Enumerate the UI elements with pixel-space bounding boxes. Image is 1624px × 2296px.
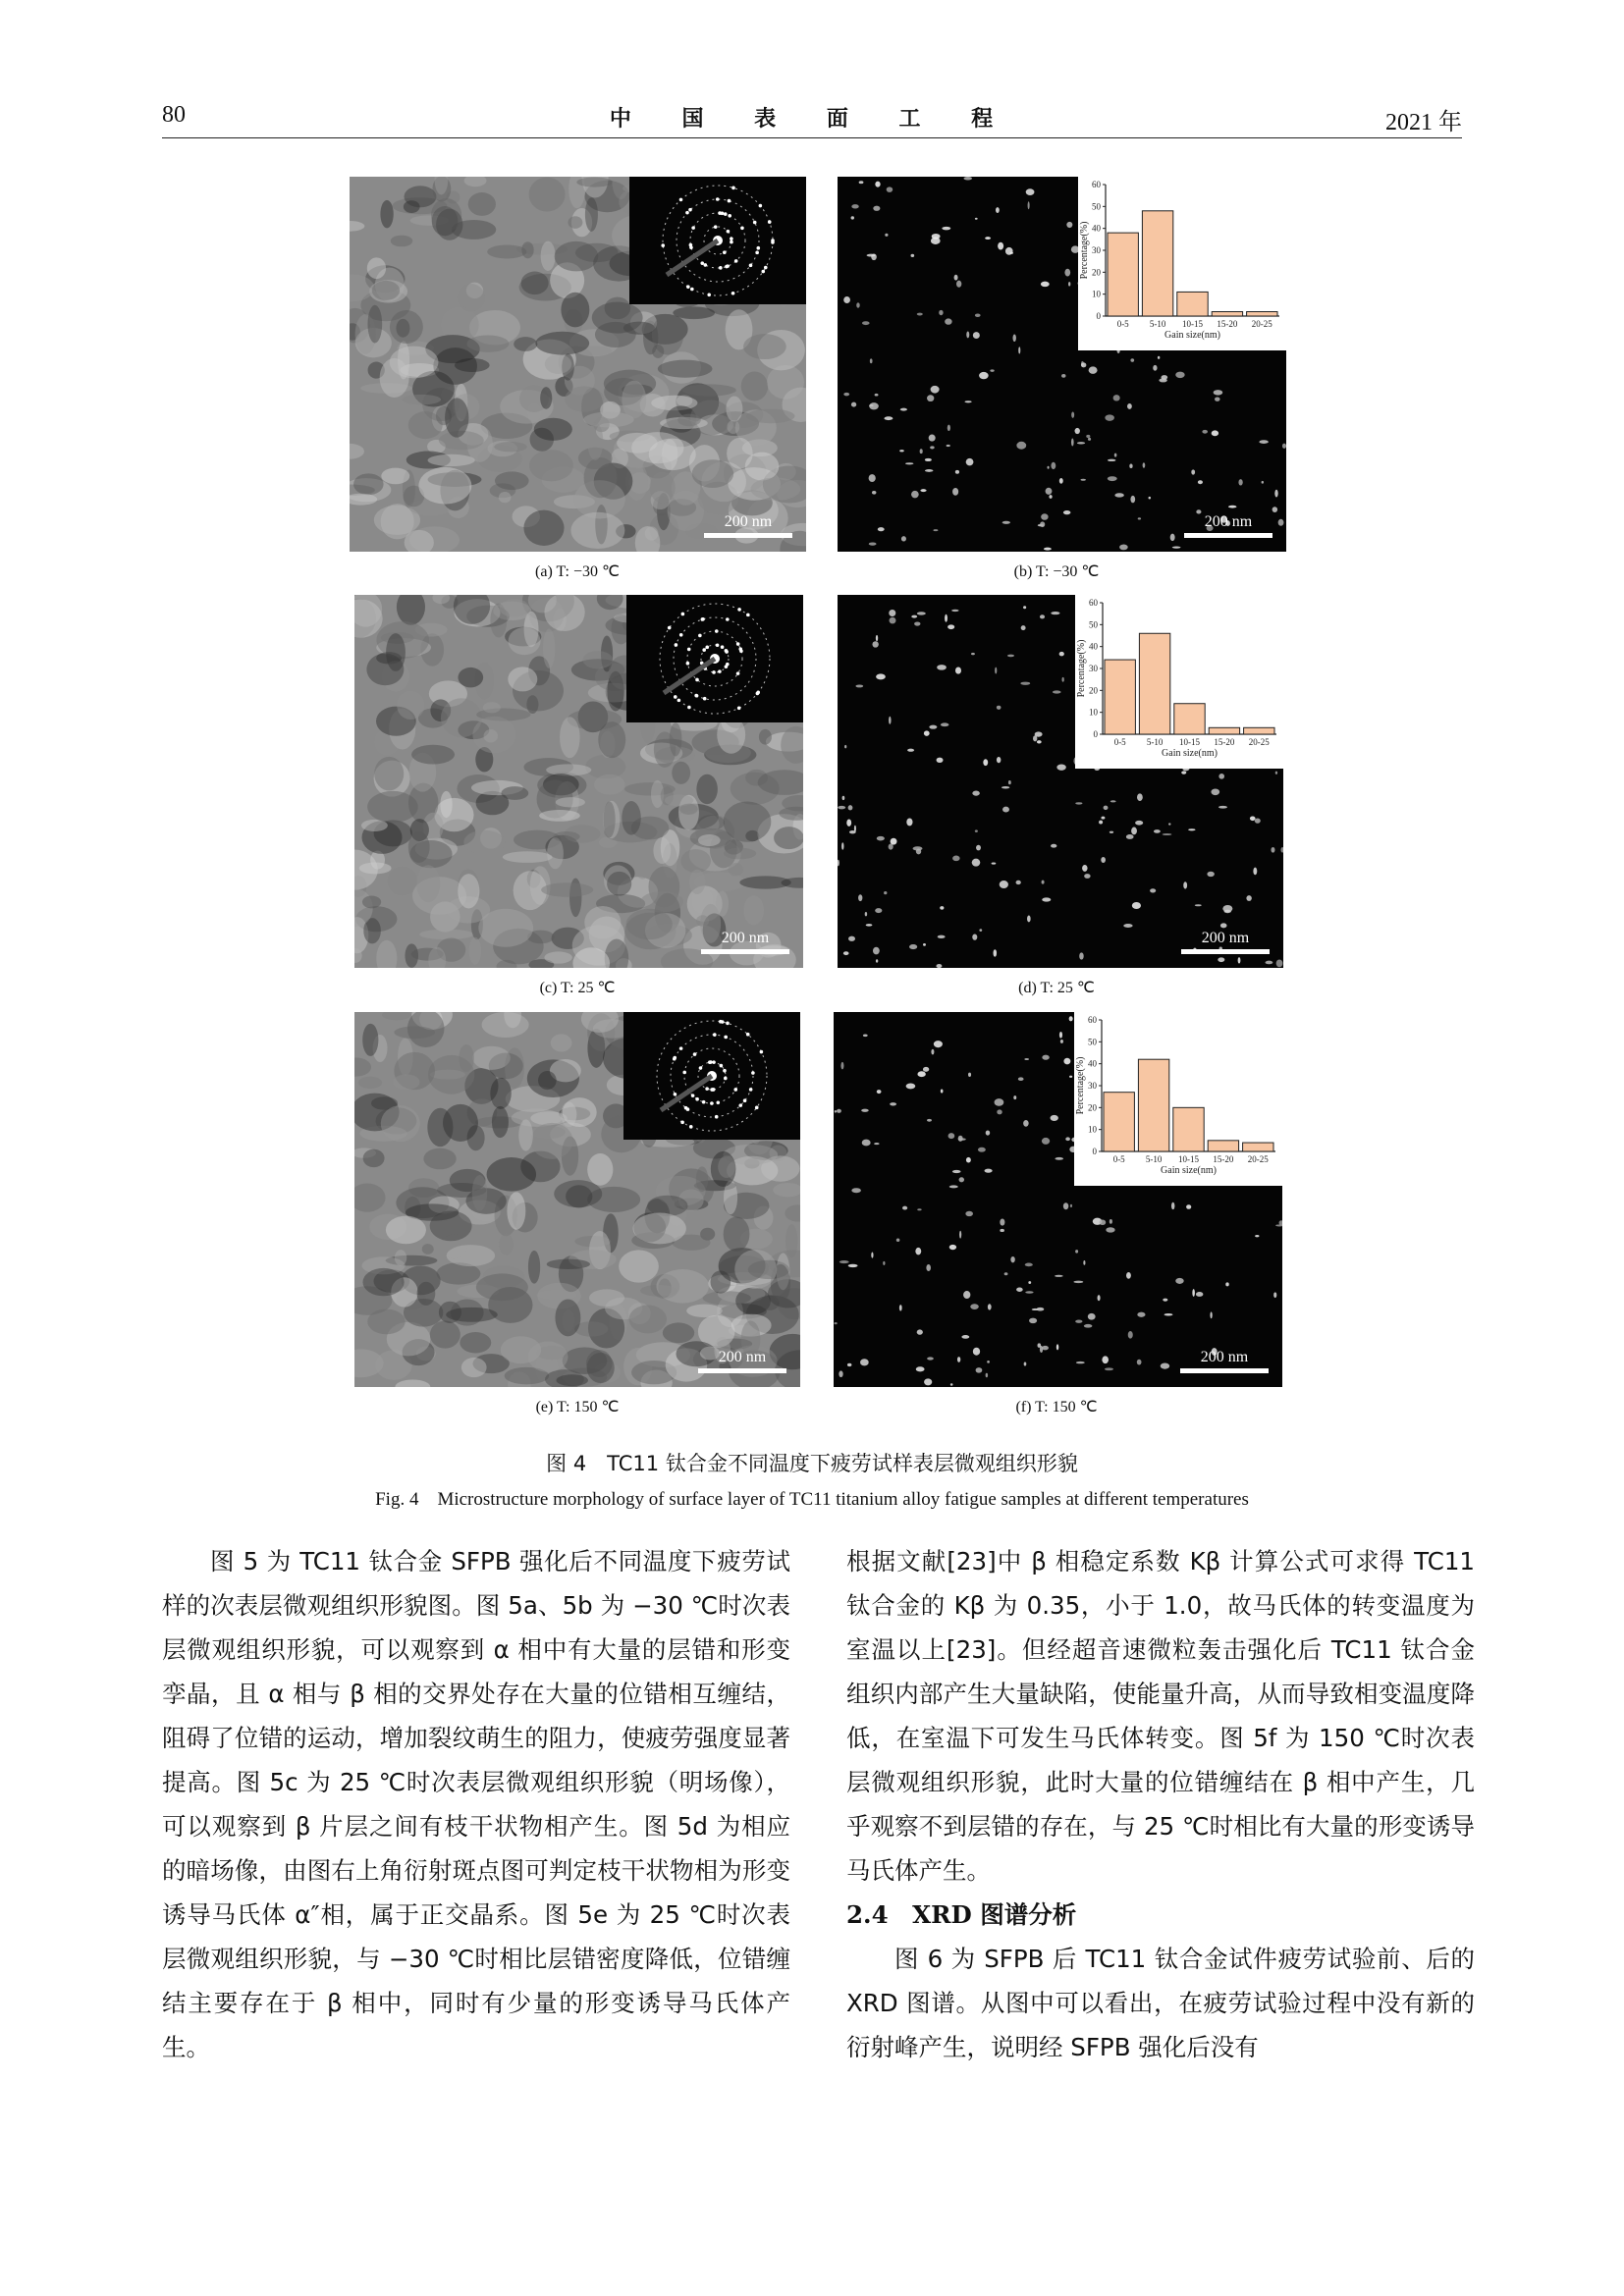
scale-bar-label: 200 nm [724, 513, 773, 530]
scale-bar-line [1180, 1368, 1269, 1373]
histogram-bar [1108, 233, 1138, 316]
histogram-bar [1244, 727, 1274, 734]
panel-a-bright-field [350, 177, 806, 552]
x-tick-label: 10-15 [1179, 737, 1200, 747]
panel-d-dark-field [838, 595, 1283, 968]
x-tick-label: 20-25 [1251, 319, 1272, 329]
x-tick-label: 0-5 [1113, 737, 1126, 747]
histogram-bar [1212, 312, 1242, 316]
scale-bar [704, 513, 792, 538]
y-tick-label: 40 [1089, 641, 1098, 652]
y-tick-label: 60 [1092, 180, 1101, 189]
y-tick-label: 0 [1096, 311, 1101, 321]
page-header [162, 98, 1462, 138]
caption-e: (e) T: 150 ℃ [535, 1399, 620, 1415]
x-tick-label: 15-20 [1214, 737, 1235, 747]
panel-e-bright-field [354, 1012, 800, 1387]
y-tick-label: 30 [1092, 245, 1101, 255]
x-axis-label: Gain size(nm) [1161, 1165, 1217, 1176]
histogram-bar [1247, 312, 1277, 316]
y-axis-label: Percentage(%) [1075, 1056, 1086, 1115]
scale-bar-line [1181, 949, 1270, 954]
publication-year: 2021 年 [1385, 110, 1462, 135]
scale-bar [1181, 930, 1270, 954]
x-tick-label: 15-20 [1217, 319, 1238, 329]
figure-caption-chinese: 图 4 TC11 钛合金不同温度下疲劳试样表层微观组织形貌 [546, 1452, 1078, 1475]
diffraction-pattern-inset [629, 177, 806, 304]
x-axis-label: Gain size(nm) [1162, 748, 1218, 759]
y-axis-label: Percentage(%) [1076, 639, 1087, 698]
body-column-right [846, 1539, 1475, 2069]
x-tick-label: 5-10 [1145, 1154, 1163, 1164]
histogram-bar [1139, 633, 1169, 734]
figure-caption-english: Fig. 4 Microstructure morphology of surface layer of TC11 titanium alloy fatigue samples at different temperatures [375, 1489, 1249, 1510]
caption-b: (b) T: −30 ℃ [1013, 563, 1100, 580]
histogram-bar [1104, 1093, 1134, 1151]
grain-size-histogram [1074, 1012, 1282, 1186]
y-axis-label: Percentage(%) [1079, 221, 1090, 280]
histogram-bar [1208, 1141, 1238, 1151]
scale-bar [698, 1349, 786, 1373]
y-tick-label: 10 [1092, 289, 1101, 299]
y-tick-label: 60 [1088, 1015, 1097, 1025]
y-tick-label: 20 [1089, 685, 1098, 696]
y-tick-label: 30 [1089, 664, 1098, 673]
histogram-bar [1209, 727, 1239, 734]
section-heading: 2.4 XRD 图谱分析 [846, 1900, 1077, 1929]
y-tick-label: 20 [1092, 267, 1101, 278]
caption-d: (d) T: 25 ℃ [1018, 980, 1095, 996]
x-tick-label: 0-5 [1116, 319, 1129, 329]
x-axis-label: Gain size(nm) [1164, 330, 1220, 341]
body-column-left [162, 1539, 790, 2069]
histogram-bar [1105, 660, 1135, 734]
x-tick-label: 0-5 [1112, 1154, 1125, 1164]
y-tick-label: 50 [1089, 619, 1098, 630]
y-tick-label: 10 [1088, 1124, 1097, 1135]
diffraction-pattern-inset [623, 1012, 800, 1140]
scale-bar-label: 200 nm [1200, 1349, 1249, 1365]
histogram-bar [1243, 1143, 1273, 1151]
x-tick-label: 10-15 [1182, 319, 1203, 329]
panel-b-dark-field [838, 177, 1286, 552]
histogram-bar [1177, 292, 1208, 316]
scale-bar-line [704, 533, 792, 538]
y-tick-label: 50 [1088, 1037, 1097, 1047]
y-tick-label: 50 [1092, 201, 1101, 212]
scale-bar [701, 930, 789, 954]
scale-bar [1184, 513, 1272, 538]
grain-size-histogram [1078, 177, 1286, 350]
paragraph: 图 5 为 TC11 钛合金 SFPB 强化后不同温度下疲劳试样的次表层微观组织形貌图。图 5a、5b 为 −30 ℃时次表层微观组织形貌，可以观察到 α 相中有大量的层错和形变孪晶，且 α 相与 β 相的交界处存在大量的位错相互缠结，阻碍了位错的运动，增加裂纹萌生的阻力，使疲劳强度显著提高。图 5c 为 25 ℃时次表层微观组织形貌（明场像），可以观察到 β 片层之间有枝干状物相产生。图 5d 为相应的暗场像，由图右上角衍射斑点图可判定枝干状物相为形变诱导马氏体 α″相，属于正交晶系。图 5e 为 25 ℃时次表层微观组织形貌，与 −30 ℃时相比层错密度降低，位错缠结主要存在于 β 相中，同时有少量的形变诱导马氏体产生。 [162, 1547, 790, 2061]
page-number: 80 [162, 102, 186, 128]
y-tick-label: 30 [1088, 1081, 1097, 1091]
histogram-bar [1142, 211, 1172, 316]
x-tick-label: 15-20 [1213, 1154, 1234, 1164]
y-tick-label: 10 [1089, 707, 1098, 718]
journal-title: 中 国 表 面 工 程 [609, 107, 1015, 132]
scale-bar-label: 200 nm [718, 1349, 767, 1365]
y-tick-label: 20 [1088, 1102, 1097, 1113]
scale-bar [1180, 1349, 1269, 1373]
caption-c: (c) T: 25 ℃ [539, 980, 616, 996]
histogram-bar [1173, 1107, 1204, 1151]
scale-bar-label: 200 nm [1204, 513, 1253, 530]
scale-bar-line [698, 1368, 786, 1373]
x-tick-label: 10-15 [1178, 1154, 1199, 1164]
paragraph: 根据文献[23]中 β 相稳定系数 Kβ 计算公式可求得 TC11 钛合金的 Kβ 为 0.35，小于 1.0，故马氏体的转变温度为室温以上[23]。但经超音速微粒轰击强化后 TC11 钛合金组织内部产生大量缺陷，使能量升高，从而导致相变温度降低，在室温下可发生马氏体转变。图 5f 为 150 ℃时次表层微观组织形貌，此时大量的位错缠结在 β 相中产生，几乎观察不到层错的存在，与 25 ℃时相比有大量的形变诱导马氏体产生。 [846, 1547, 1475, 1885]
caption-f: (f) T: 150 ℃ [1015, 1399, 1098, 1415]
scale-bar-line [1184, 533, 1272, 538]
scale-bar-label: 200 nm [1201, 930, 1250, 946]
x-tick-label: 20-25 [1247, 1154, 1269, 1164]
histogram-bar [1174, 704, 1205, 734]
caption-a: (a) T: −30 ℃ [535, 563, 620, 580]
histogram-bar [1138, 1059, 1168, 1151]
diffraction-pattern-inset [626, 595, 803, 722]
y-tick-label: 40 [1088, 1058, 1097, 1069]
y-tick-label: 40 [1092, 223, 1101, 234]
scale-bar-line [701, 949, 789, 954]
y-tick-label: 60 [1089, 598, 1098, 608]
x-tick-label: 20-25 [1248, 737, 1270, 747]
grain-size-histogram [1075, 595, 1283, 769]
x-tick-label: 5-10 [1149, 319, 1166, 329]
panel-f-dark-field [834, 1012, 1282, 1387]
scale-bar-label: 200 nm [721, 930, 770, 946]
y-tick-label: 0 [1093, 729, 1098, 739]
y-tick-label: 0 [1092, 1147, 1097, 1156]
x-tick-label: 5-10 [1146, 737, 1164, 747]
paragraph: 图 6 为 SFPB 后 TC11 钛合金试件疲劳试验前、后的 XRD 图谱。从图中可以看出，在疲劳试验过程中没有新的衍射峰产生，说明经 SFPB 强化后没有 [846, 1945, 1475, 2061]
panel-c-bright-field [354, 595, 803, 968]
